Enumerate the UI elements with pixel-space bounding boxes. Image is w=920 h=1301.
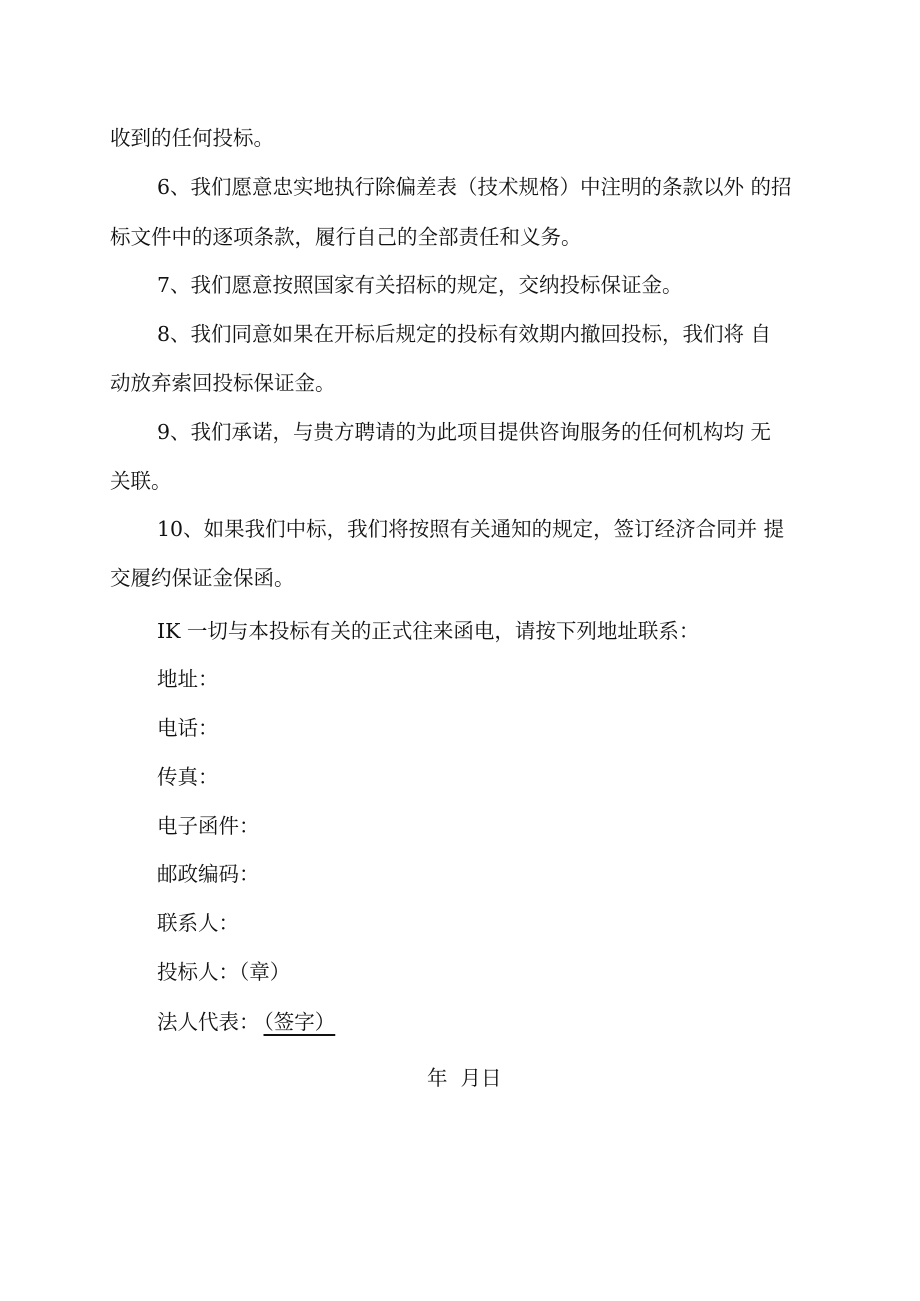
legal-rep-line	[157, 1010, 339, 1034]
clause-line: 8、我们同意如果在开标后规定的投标有效期内撤回投标，我们将 自	[157, 322, 772, 346]
date-line: 年 月日	[427, 1066, 502, 1090]
clause-line: 关联。	[110, 469, 172, 493]
clause-line: 交履约保证金保函。	[110, 566, 295, 590]
contact-intro: IK 一切与本投标有关的正式往来函电，请按下列地址联系：	[157, 619, 700, 643]
address-label: 地址：	[157, 667, 219, 691]
email-label: 电子函件：	[157, 814, 260, 838]
clause-line: 动放弃索回投标保证金。	[110, 371, 336, 395]
clause-line: 9、我们承诺，与贵方聘请的为此项目提供咨询服务的任何机构均 无	[157, 420, 772, 444]
legal-rep-label: 法人代表：	[157, 1010, 260, 1034]
continuation-text: 收到的任何投标。	[110, 126, 274, 150]
clause-line: 标文件中的逐项条款，履行自己的全部责任和义务。	[110, 225, 582, 249]
signature-field: （签字）	[263, 1010, 336, 1034]
clause-line: 6、我们愿意忠实地执行除偏差表（技术规格）中注明的条款以外 的招	[157, 175, 792, 199]
clause-line: 10、如果我们中标，我们将按照有关通知的规定，签订经济合同并 提	[157, 517, 785, 541]
bidder-seal: （章）	[239, 960, 291, 984]
bidder-label: 投标人：	[157, 960, 239, 984]
phone-label: 电话：	[157, 716, 219, 740]
bidder-line	[157, 960, 290, 984]
postcode-label: 邮政编码：	[157, 862, 260, 886]
contact-person-label: 联系人：	[157, 911, 239, 935]
fax-label: 传真：	[157, 765, 219, 789]
clause-line: 7、我们愿意按照国家有关招标的规定，交纳投标保证金。	[157, 273, 683, 297]
